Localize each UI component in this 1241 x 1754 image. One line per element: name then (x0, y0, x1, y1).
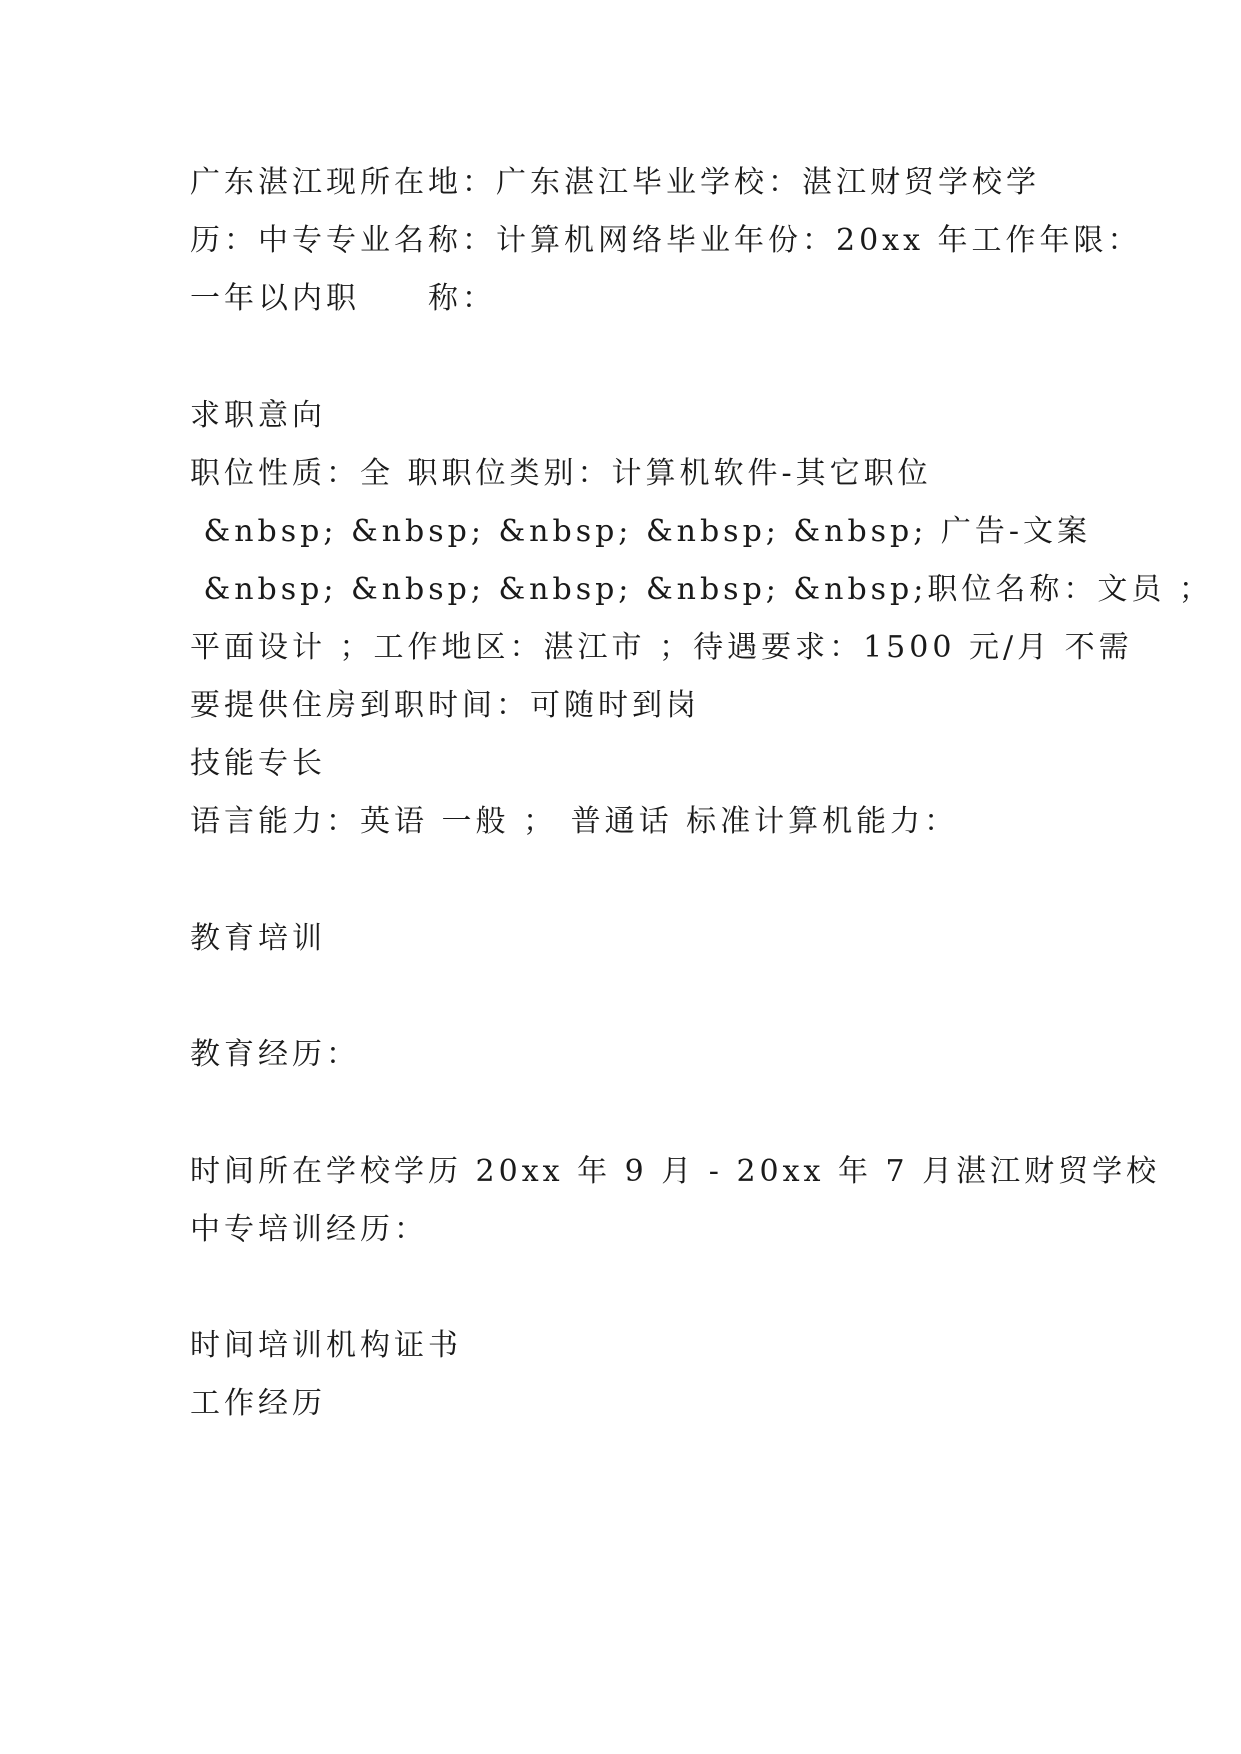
text-line-arrival-time: 要提供住房到职时间：可随时到岗 (190, 688, 700, 723)
text-line-education-record: 时间所在学校学历 20xx 年 9 月 - 20xx 年 7 月湛江财贸学校 (190, 1154, 1161, 1189)
text-line-training-header: 时间培训机构证书 (190, 1328, 462, 1363)
text-line-education-history: 教育经历： (190, 1037, 360, 1072)
text-line-job-type: 职位性质：全 职职位类别：计算机软件-其它职位 (190, 456, 932, 491)
text-line-job-name: &nbsp; &nbsp; &nbsp; &nbsp; &nbsp;职位名称：文员 ； (190, 572, 1213, 607)
text-line-job-category-extra: &nbsp; &nbsp; &nbsp; &nbsp; &nbsp; 广告-文案 (190, 514, 1092, 549)
text-line-work-area-salary: 平面设计 ；工作地区：湛江市 ；待遇要求：1500 元/月 不需 (190, 630, 1133, 665)
section-heading-skills: 技能专长 (190, 746, 326, 781)
text-line-title: 一年以内职 称： (190, 281, 496, 316)
text-line-location-school: 广东湛江现所在地：广东湛江毕业学校：湛江财贸学校学 (190, 165, 1040, 200)
section-heading-work-experience: 工作经历 (190, 1386, 326, 1421)
section-heading-job-intention: 求职意向 (190, 398, 326, 433)
text-line-training-history: 中专培训经历： (190, 1212, 428, 1247)
text-line-language-ability: 语言能力：英语 一般 ； 普通话 标准计算机能力： (190, 804, 959, 839)
text-line-education-major: 历：中专专业名称：计算机网络毕业年份：20xx 年工作年限： (190, 223, 1142, 258)
section-heading-education-training: 教育培训 (190, 921, 326, 956)
